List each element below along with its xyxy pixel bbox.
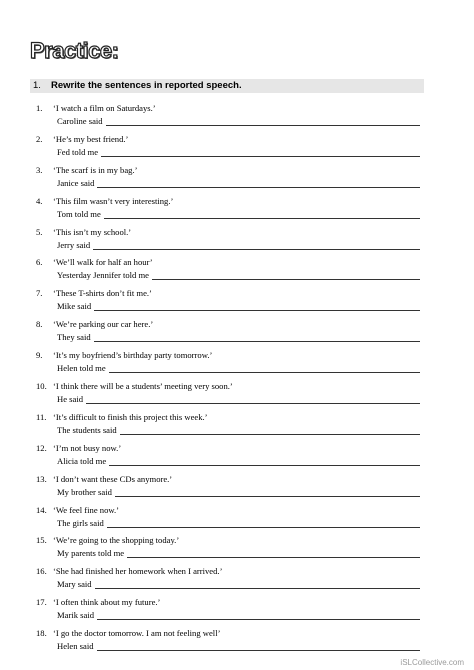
item-quote: ‘He’s my best friend.’ xyxy=(53,133,129,144)
answer-line[interactable] xyxy=(93,240,420,250)
exercise-item xyxy=(0,227,474,258)
item-quote: ‘She had finished her homework when I arrived.’ xyxy=(53,566,223,577)
item-answer-row xyxy=(57,240,420,250)
item-quote: ‘I often think about my future.’ xyxy=(53,597,161,608)
instruction-bar xyxy=(30,79,424,93)
item-number: 16. xyxy=(36,566,47,577)
exercise-item xyxy=(0,443,474,474)
item-number: 4. xyxy=(36,195,43,206)
item-answer-row xyxy=(57,425,420,435)
item-quote: ‘It’s difficult to finish this project this week.’ xyxy=(53,411,208,422)
answer-line[interactable] xyxy=(104,209,420,219)
item-quote: ‘I go the doctor tomorrow. I am not feeling well’ xyxy=(53,628,221,639)
answer-line[interactable] xyxy=(101,147,420,157)
exercise-item xyxy=(0,381,474,412)
item-number: 3. xyxy=(36,164,43,175)
item-answer-row xyxy=(57,363,420,373)
answer-line[interactable] xyxy=(127,548,420,558)
item-number: 2. xyxy=(36,133,43,144)
exercise-item xyxy=(0,350,474,381)
exercise-item xyxy=(0,196,474,227)
watermark: iSLCollective.com xyxy=(400,658,464,667)
item-intro: Alicia told me xyxy=(57,455,107,466)
item-intro: Tom told me xyxy=(57,208,101,219)
item-answer-row xyxy=(57,178,420,188)
item-answer-row xyxy=(57,147,420,157)
exercise-item xyxy=(0,628,474,659)
item-quote: ‘We’re parking our car here.’ xyxy=(53,319,154,330)
item-quote: ‘I don’t want these CDs anymore.’ xyxy=(53,473,173,484)
item-number: 14. xyxy=(36,504,47,515)
item-number: 11. xyxy=(36,411,47,422)
answer-line[interactable] xyxy=(97,178,420,188)
item-answer-row xyxy=(57,518,420,528)
answer-line[interactable] xyxy=(115,487,420,497)
item-quote: ‘We’re going to the shopping today.’ xyxy=(53,535,180,546)
item-answer-row xyxy=(57,209,420,219)
item-intro: Yesterday Jennifer told me xyxy=(57,270,149,281)
answer-line[interactable] xyxy=(97,641,420,651)
exercise-item xyxy=(0,257,474,288)
item-number: 6. xyxy=(36,257,43,268)
item-intro: The students said xyxy=(57,424,117,435)
answer-line[interactable] xyxy=(97,610,420,620)
answer-line[interactable] xyxy=(95,579,420,589)
item-intro: Helen told me xyxy=(57,363,106,374)
item-number: 12. xyxy=(36,442,47,453)
item-quote: ‘These T-shirts don’t fit me.’ xyxy=(53,288,152,299)
item-intro: Marik said xyxy=(57,610,94,621)
item-quote: ‘This film wasn’t very interesting.’ xyxy=(53,195,174,206)
item-quote: ‘It’s my boyfriend’s birthday party tomorrow.’ xyxy=(53,350,213,361)
item-quote: ‘I watch a film on Saturdays.’ xyxy=(53,103,156,113)
worksheet-title: Practice: xyxy=(30,38,119,63)
answer-line[interactable] xyxy=(109,456,420,466)
exercise-item xyxy=(0,566,474,597)
exercise-item xyxy=(0,165,474,196)
item-quote: ‘We’ll walk for half an hour’ xyxy=(53,257,153,268)
exercise-item xyxy=(0,134,474,165)
item-intro: Helen said xyxy=(57,641,94,652)
item-answer-row xyxy=(57,548,420,558)
item-intro: My brother said xyxy=(57,486,112,497)
item-number: 15. xyxy=(36,535,47,546)
item-intro: Caroline said xyxy=(57,116,103,126)
answer-line[interactable] xyxy=(107,518,420,528)
exercise-item xyxy=(0,597,474,628)
item-answer-row xyxy=(57,579,420,589)
answer-line[interactable] xyxy=(152,270,420,280)
item-answer-row xyxy=(57,270,420,280)
item-quote: ‘I’m not busy now.’ xyxy=(53,442,122,453)
item-quote: ‘I think there will be a students’ meeting very soon.’ xyxy=(53,381,233,392)
item-answer-row xyxy=(57,487,420,497)
item-number: 9. xyxy=(36,350,43,361)
item-answer-row xyxy=(57,641,420,651)
item-intro: Jerry said xyxy=(57,239,91,250)
answer-line[interactable] xyxy=(109,363,420,373)
exercise-item xyxy=(0,288,474,319)
answer-line[interactable] xyxy=(86,394,420,404)
item-number: 5. xyxy=(36,226,43,237)
item-answer-row xyxy=(57,116,420,126)
answer-line[interactable] xyxy=(120,425,420,435)
item-number: 1. xyxy=(36,103,43,113)
instruction-text: Rewrite the sentences in reported speech. xyxy=(51,80,242,91)
item-number: 10. xyxy=(36,381,47,392)
item-quote: ‘We feel fine now.’ xyxy=(53,504,120,515)
item-quote: ‘This isn’t my school.’ xyxy=(53,226,132,237)
exercise-item xyxy=(0,412,474,443)
item-intro: Janice said xyxy=(57,177,95,188)
answer-line[interactable] xyxy=(94,332,420,342)
item-number: 17. xyxy=(36,597,47,608)
exercise-item xyxy=(0,319,474,350)
instruction-number: 1. xyxy=(33,80,41,91)
exercise-item xyxy=(0,103,474,134)
item-answer-row xyxy=(57,394,420,404)
item-intro: They said xyxy=(57,332,91,343)
item-answer-row xyxy=(57,301,420,311)
item-intro: My parents told me xyxy=(57,548,125,559)
item-answer-row xyxy=(57,610,420,620)
exercise-item xyxy=(0,505,474,536)
exercise-list xyxy=(0,103,474,659)
item-answer-row xyxy=(57,456,420,466)
item-number: 7. xyxy=(36,288,43,299)
item-intro: The girls said xyxy=(57,517,104,528)
item-number: 18. xyxy=(36,628,47,639)
item-intro: Mary said xyxy=(57,579,92,590)
item-number: 8. xyxy=(36,319,43,330)
exercise-item xyxy=(0,474,474,505)
item-number: 13. xyxy=(36,473,47,484)
exercise-item xyxy=(0,535,474,566)
answer-line[interactable] xyxy=(106,116,420,126)
item-quote: ‘The scarf is in my bag.’ xyxy=(53,164,138,175)
item-intro: Fed told me xyxy=(57,146,99,157)
item-intro: Mike said xyxy=(57,301,92,312)
answer-line[interactable] xyxy=(94,301,420,311)
item-intro: He said xyxy=(57,394,84,405)
item-answer-row xyxy=(57,332,420,342)
